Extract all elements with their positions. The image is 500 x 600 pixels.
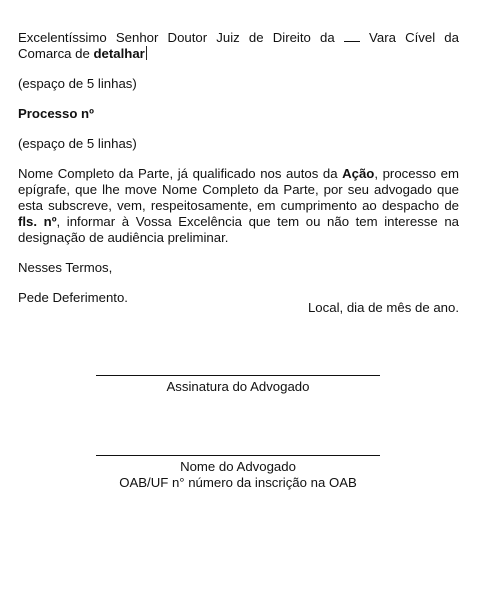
lawyer-block <box>96 455 380 491</box>
petition-paragraph <box>18 166 459 246</box>
petition-text-2: , processo em epígrafe, que lhe move Nome Completo da Parte, por seu advogado que esta subscreve, vem, respeitosamente, em cumprimento ao despacho de <box>18 166 459 213</box>
spacer-note-2: (espaço de 5 linhas) <box>18 136 137 151</box>
lawyer-name: Nome do Advogado <box>180 459 296 474</box>
lawyer-name-line <box>96 455 380 456</box>
text-cursor <box>146 46 147 60</box>
court-address <box>18 30 459 62</box>
address-text-1: Excelentíssimo Senhor Doutor Juiz de Direito da <box>18 30 344 45</box>
lawyer-oab: OAB/UF n° número da inscrição na OAB <box>119 475 357 490</box>
address-text-2: Vara Cível da Comarca de <box>18 30 459 61</box>
signature-label: Assinatura do Advogado <box>166 379 310 394</box>
court-number-blank <box>344 31 360 42</box>
petition-bold-fls: fls. nº <box>18 214 57 229</box>
closing-line-1: Nesses Termos, <box>18 260 113 275</box>
petition-bold-acao: Ação <box>342 166 375 181</box>
spacer-note-1: (espaço de 5 linhas) <box>18 76 137 91</box>
closing-line-2: Pede Deferimento. <box>18 290 128 305</box>
place-date: Local, dia de mês de ano. <box>307 300 459 315</box>
petition-text-1: Nome Completo da Parte, já qualificado nos autos da <box>18 166 343 181</box>
address-bold-text: detalhar <box>93 46 145 61</box>
petition-text-3: , informar à Vossa Excelência que tem ou não tem interesse na designação de audiência preliminar. <box>18 214 459 245</box>
signature-line <box>96 375 380 376</box>
document-body <box>18 30 459 320</box>
signature-block <box>96 375 380 395</box>
process-number-label: Processo nº <box>18 106 94 121</box>
